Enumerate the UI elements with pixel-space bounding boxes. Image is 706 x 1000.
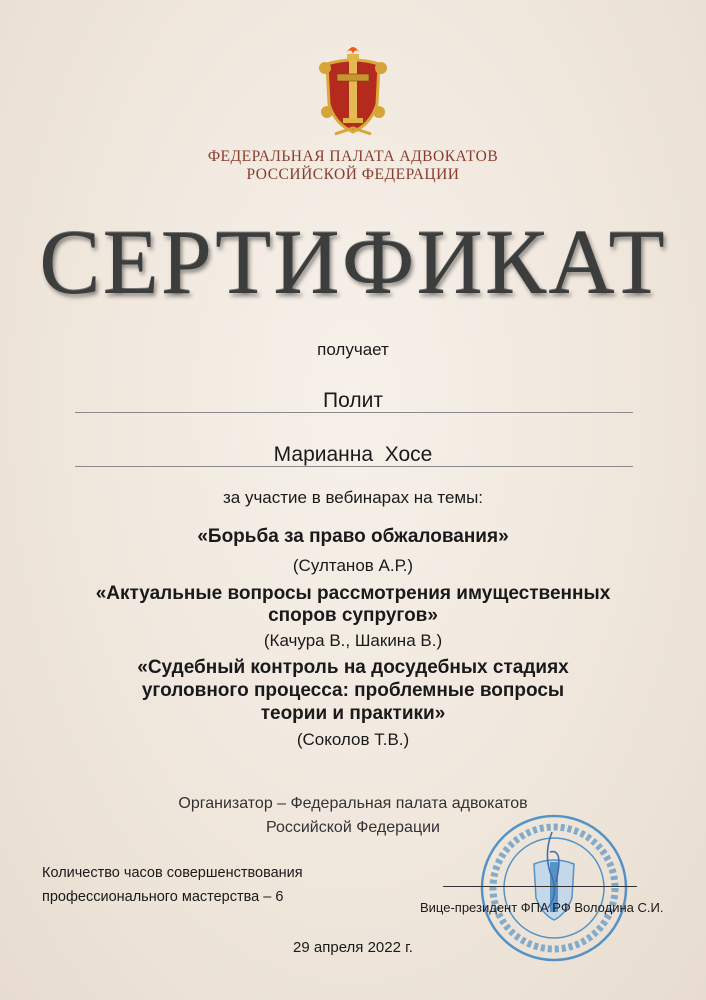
webinar-3-title-line3: теории и практики» <box>260 703 446 724</box>
fpa-emblem-logo <box>313 42 393 142</box>
webinar-2-title-line2: споров супругов» <box>268 605 438 626</box>
given-names-underline <box>75 466 633 467</box>
intro-text: за участие в вебинарах на темы: <box>222 488 484 507</box>
recipient-given-names: Марианна Хосе <box>273 443 433 466</box>
webinar-1-title: «Борьба за право обжалования» <box>197 526 509 547</box>
webinar-3-title-line1: «Судебный контроль на досудебных стадиях <box>137 657 569 678</box>
signature-line <box>443 886 637 887</box>
hours-line2: профессионального мастерства – 6 <box>42 889 284 905</box>
hours-line1: Количество часов совершенствования <box>42 865 303 881</box>
issue-date: 29 апреля 2022 г. <box>293 939 413 956</box>
organizer-line1: Организатор – Федеральная палата адвокатов <box>178 795 528 812</box>
organizer-line2: Российской Федерации <box>266 819 440 836</box>
webinar-1-speakers: (Султанов А.Р.) <box>292 556 414 575</box>
surname-underline <box>75 412 633 413</box>
receives-label: получает <box>317 340 389 359</box>
webinar-2-title-line1: «Актуальные вопросы рассмотрения имущественных <box>95 583 611 604</box>
org-name-line2: РОССИЙСКОЙ ФЕДЕРАЦИИ <box>246 166 460 183</box>
org-name-line1: ФЕДЕРАЛЬНАЯ ПАЛАТА АДВОКАТОВ <box>207 148 499 165</box>
webinar-2-speakers: (Качура В., Шакина В.) <box>263 631 443 650</box>
recipient-surname: Полит <box>323 389 383 412</box>
signer-name: Вице-президент ФПА РФ Володина С.И. <box>420 900 664 915</box>
webinar-3-speakers: (Соколов Т.В.) <box>296 730 410 749</box>
webinar-3-title-line2: уголовного процесса: проблемные вопросы <box>141 680 565 701</box>
certificate-title: СЕРТИФИКАТ <box>39 211 667 313</box>
